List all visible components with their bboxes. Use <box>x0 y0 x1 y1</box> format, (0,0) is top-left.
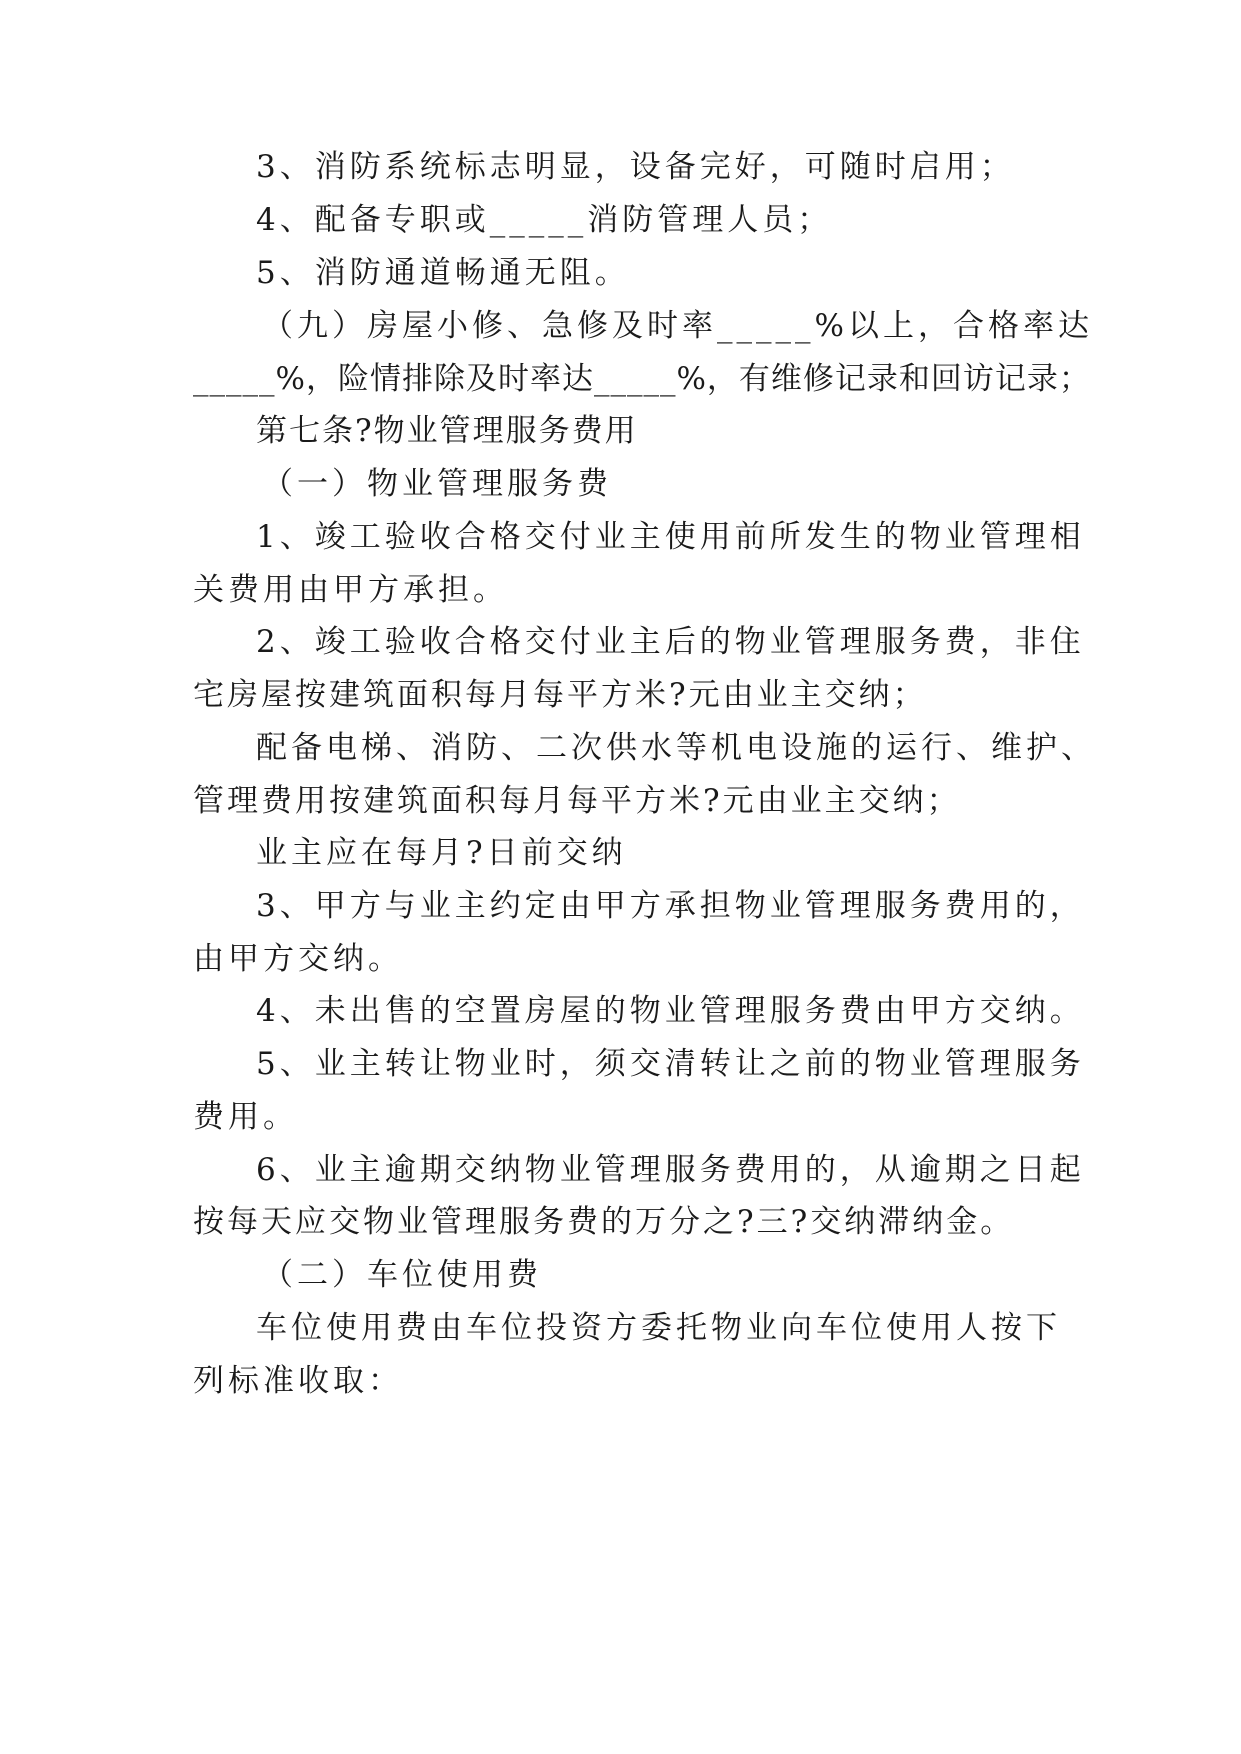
subsection-heading: （一）物业管理服务费 <box>262 466 612 502</box>
text-line: 3、甲方与业主约定由甲方承担物业管理服务费用的， <box>256 888 1085 924</box>
text-line: 按每天应交物业管理服务费的万分之?三?交纳滞纳金。 <box>193 1204 1015 1240</box>
text-line: 业主应在每月?日前交纳 <box>256 835 627 871</box>
text-line: 列标准收取： <box>193 1363 403 1399</box>
text-line: 管理费用按建筑面积每月每平方米?元由业主交纳； <box>193 783 961 819</box>
text-line: 2、竣工验收合格交付业主后的物业管理服务费，非住 <box>256 624 1085 660</box>
text-line: 5、消防通道畅通无阻。 <box>256 255 630 291</box>
text-line: 关费用由甲方承担。 <box>193 572 508 608</box>
text-line: 3、消防系统标志明显，设备完好，可随时启用； <box>256 149 1015 185</box>
text-line: 由甲方交纳。 <box>193 941 403 977</box>
text-line: _____%，险情排除及时率达_____%，有维修记录和回访记录； <box>193 361 1091 397</box>
text-line: 5、业主转让物业时，须交清转让之前的物业管理服务 <box>256 1046 1085 1082</box>
text-line: 6、业主逾期交纳物业管理服务费用的，从逾期之日起 <box>256 1152 1085 1188</box>
text-line: 费用。 <box>193 1099 298 1135</box>
text-line: 1、竣工验收合格交付业主使用前所发生的物业管理相 <box>256 519 1085 555</box>
text-line: 配备电梯、消防、二次供水等机电设施的运行、维护、 <box>256 730 1096 766</box>
text-line: 4、未出售的空置房屋的物业管理服务费由甲方交纳。 <box>256 993 1085 1029</box>
text-line: 4、配备专职或_____消防管理人员； <box>256 202 833 238</box>
text-line: （九）房屋小修、急修及时率_____%以上，合格率达 <box>262 308 1093 344</box>
text-line: 车位使用费由车位投资方委托物业向车位使用人按下 <box>256 1310 1061 1346</box>
subsection-heading: （二）车位使用费 <box>262 1257 542 1293</box>
text-line: 宅房屋按建筑面积每月每平方米?元由业主交纳； <box>193 677 927 713</box>
section-heading: 第七条?物业管理服务费用 <box>256 413 638 449</box>
